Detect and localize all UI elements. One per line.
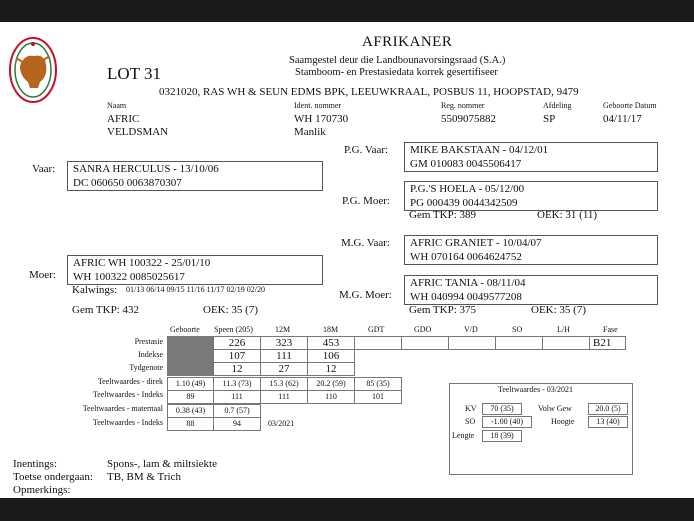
opmerkings-label: Opmerkings: <box>13 484 71 496</box>
cell: 111 <box>261 350 308 363</box>
row-label-tydgenote: Tydgenote <box>129 363 163 372</box>
pg-sire-label: P.G. Vaar: <box>344 144 389 156</box>
col-gdt: GDT <box>368 325 385 334</box>
cell: 110 <box>308 391 355 404</box>
mg-oek: OEK: 35 (7) <box>531 304 586 316</box>
cell <box>543 337 590 350</box>
kv-label: KV <box>465 404 477 413</box>
pg-gem-tkp: Gem TKP: 389 <box>409 209 477 221</box>
cell: 0.38 (43) <box>168 405 214 418</box>
so-value: -1.00 (40) <box>482 416 532 428</box>
cell: 226 <box>214 337 261 350</box>
certified-text: Stamboom- en Prestasiedata korrek gesertifiseer <box>295 67 498 78</box>
cell <box>449 337 496 350</box>
dam-line-1: AFRIC WH 100322 - 25/01/10 <box>73 257 211 269</box>
animal-ident: WH 170730 <box>294 113 349 125</box>
cell: 27 <box>261 363 308 376</box>
animal-birth: 04/11/17 <box>603 113 642 125</box>
row-tydgenote <box>168 363 626 376</box>
row-prestasie <box>168 337 626 350</box>
row-label-tw-mat-indeks: Teeltwaardes - Indeks <box>92 418 163 427</box>
so-label: SO <box>465 417 476 426</box>
animal-section: SP <box>543 113 556 125</box>
row-tw-direk <box>168 378 402 391</box>
performance-table <box>167 336 626 376</box>
cell <box>355 337 402 350</box>
sire-line-2: DC 060650 0063870307 <box>73 177 182 189</box>
cell <box>168 337 214 350</box>
row-indekse <box>168 350 626 363</box>
mg-dam-line-1: AFRIC TANIA - 08/11/04 <box>410 277 526 289</box>
lengte-label: Lengte <box>452 431 475 440</box>
dam-label: Moer: <box>29 269 56 281</box>
mg-gem-tkp: Gem TKP: 375 <box>409 304 477 316</box>
lengte-value: 18 (39) <box>482 430 522 442</box>
cell <box>168 350 214 363</box>
col-vd: V/D <box>464 325 478 334</box>
cell: 453 <box>308 337 355 350</box>
kv-value: 70 (35) <box>482 403 522 415</box>
cell <box>496 337 543 350</box>
sire-label: Vaar: <box>32 163 56 175</box>
mg-dam-box <box>404 275 658 305</box>
row-label-indekse: Indekse <box>138 350 163 359</box>
cell: 20.2 (59) <box>308 378 355 391</box>
animal-sex: Manlik <box>294 126 326 138</box>
breeding-values-box <box>449 383 633 475</box>
cell: 85 (35) <box>355 378 402 391</box>
mg-sire-line-2: WH 070164 0064624752 <box>410 251 522 263</box>
dam-box <box>67 255 323 285</box>
row-labels <box>0 337 163 437</box>
row-label-tw-maternaal: Teeltwaardes - maternaal <box>82 404 163 413</box>
label-ident: Ident. nommer <box>294 101 342 110</box>
toetse-value: TB, BM & Trich <box>107 471 181 483</box>
row-tw-mat-indeks <box>168 418 261 431</box>
cell <box>402 337 449 350</box>
cell: 11.3 (73) <box>214 378 261 391</box>
pg-dam-label: P.G. Moer: <box>342 195 390 207</box>
society-logo <box>8 36 58 104</box>
breeding-values-table <box>167 377 402 404</box>
cell: 15.3 (62) <box>261 378 308 391</box>
inentings-label: Inentings: <box>13 458 57 470</box>
pg-sire-box <box>404 142 658 172</box>
tw-date: 03/2021 <box>268 419 295 428</box>
pg-sire-line-1: MIKE BAKSTAAN - 04/12/01 <box>410 144 549 156</box>
animal-name-1: AFRIC <box>107 113 140 125</box>
hoogte-value: 13 (40) <box>588 416 628 428</box>
row-tw-maternaal <box>168 405 261 418</box>
col-12m: 12M <box>275 325 291 334</box>
pg-dam-line-1: P.G.'S HOELA - 05/12/00 <box>410 183 525 195</box>
cell: 94 <box>214 418 261 431</box>
cell-fase: B21 <box>590 337 626 350</box>
row-tw-indeks <box>168 391 402 404</box>
calvings-dates: 01/13 06/14 09/15 11/16 11/17 02/19 02/20 <box>126 285 265 294</box>
cell: 323 <box>261 337 308 350</box>
pg-dam-box <box>404 181 658 211</box>
mg-dam-label: M.G. Moer: <box>339 289 392 301</box>
cell: 12 <box>214 363 261 376</box>
col-geboorte: Geboorte <box>170 325 200 334</box>
dam-line-2: WH 100322 0085025617 <box>73 271 185 283</box>
cell: 88 <box>168 418 214 431</box>
mg-sire-box <box>404 235 658 265</box>
sire-box <box>67 161 323 191</box>
cell: 0.7 (57) <box>214 405 261 418</box>
mg-sire-line-1: AFRIC GRANIET - 10/04/07 <box>410 237 542 249</box>
sire-line-1: SANRA HERCULUS - 13/10/06 <box>73 163 219 175</box>
pg-sire-line-2: GM 010083 0045506417 <box>410 158 522 170</box>
volw-label: Volw Gew <box>538 404 572 413</box>
maternal-table <box>167 404 261 431</box>
cell: 111 <box>261 391 308 404</box>
row-label-tw-indeks: Teeltwaardes - Indeks <box>92 390 163 399</box>
inentings-value: Spons-, lam & miltsiekte <box>107 458 217 470</box>
hoogte-label: Hoogte <box>551 417 575 426</box>
cell: 1.10 (49) <box>168 378 214 391</box>
lot-sheet <box>0 22 694 498</box>
col-18m: 18M <box>323 325 339 334</box>
animal-reg: 5509075882 <box>441 113 496 125</box>
mg-sire-label: M.G. Vaar: <box>341 237 390 249</box>
col-speen: Speen (205) <box>214 325 253 334</box>
breeder-line: 0321020, RAS WH & SEUN EDMS BPK, LEEUWKRAAL, POSBUS 11, HOOPSTAD, 9479 <box>159 86 579 98</box>
label-birth: Geboorte Datum <box>603 101 657 110</box>
toetse-label: Toetse ondergaan: <box>13 471 93 483</box>
mg-dam-line-2: WH 040994 0049577208 <box>410 291 522 303</box>
cell: 89 <box>168 391 214 404</box>
col-so: SO <box>512 325 523 334</box>
label-reg: Reg. nommer <box>441 101 485 110</box>
tbox-title: Teeltwaardes - 03/2021 <box>498 385 573 394</box>
compiled-by: Saamgestel deur die Landbounavorsingsraad (S.A.) <box>289 55 506 66</box>
cell: 111 <box>214 391 261 404</box>
volw-value: 20.0 (5) <box>588 403 628 415</box>
calvings-label: Kalwings: <box>72 284 118 296</box>
cell <box>168 363 214 376</box>
animal-name-2: VELDSMAN <box>107 126 169 138</box>
dam-oek: OEK: 35 (7) <box>203 304 258 316</box>
cell: 106 <box>308 350 355 363</box>
cell: 101 <box>355 391 402 404</box>
cell: 107 <box>214 350 261 363</box>
row-label-tw-direk: Teeltwaardes - direk <box>97 377 163 386</box>
col-lh: L/H <box>557 325 570 334</box>
cell: 12 <box>308 363 355 376</box>
breed-title: AFRIKANER <box>362 34 453 50</box>
col-gdo: GDO <box>414 325 432 334</box>
label-section: Afdeling <box>543 101 572 110</box>
col-fase: Fase <box>603 325 618 334</box>
row-label-prestasie: Prestasie <box>134 337 163 346</box>
lot-number: LOT 31 <box>107 64 161 83</box>
pg-dam-line-2: PG 000439 0044342509 <box>410 197 518 209</box>
label-name: Naam <box>107 101 127 110</box>
pg-oek: OEK: 31 (11) <box>537 209 598 221</box>
dam-gem-tkp: Gem TKP: 432 <box>72 304 140 316</box>
